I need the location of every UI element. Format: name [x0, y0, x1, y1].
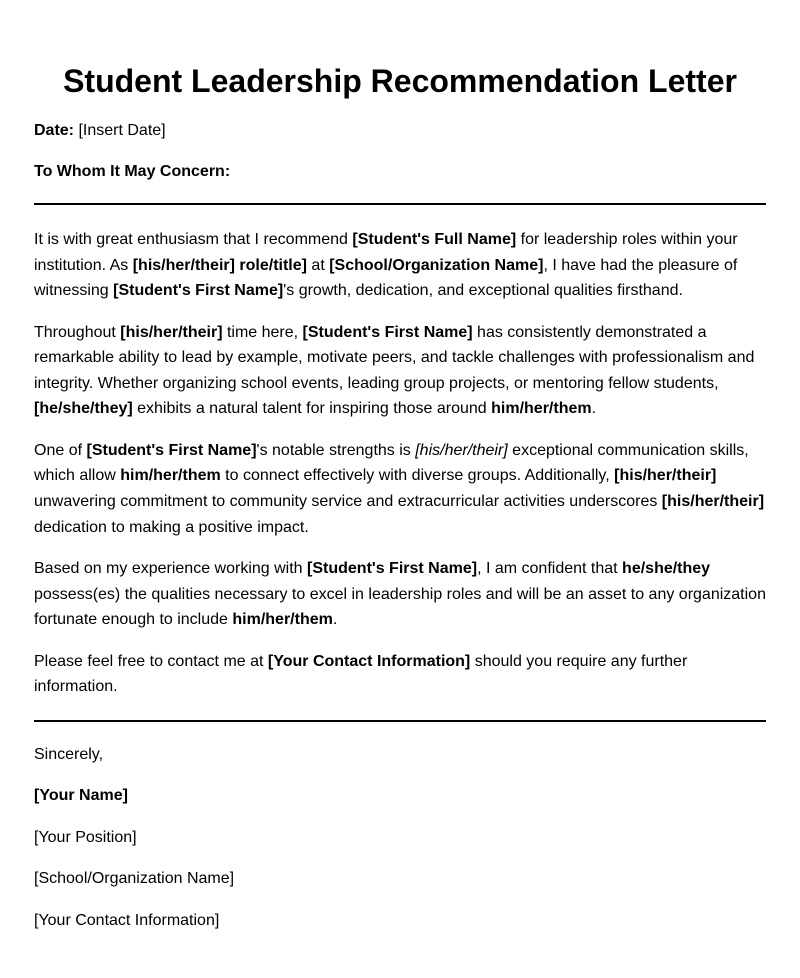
- bottom-divider: [34, 720, 766, 722]
- signer-organization: [School/Organization Name]: [34, 870, 235, 888]
- text-run: dedication to making a positive impact.: [34, 518, 309, 536]
- text-run: .: [591, 400, 597, 418]
- text-run: 's notable strengths is: [256, 441, 416, 459]
- text-run: time here,: [222, 323, 303, 341]
- text-run: possess(es) the qualities necessary to excel in leadership roles and will be an asset to any organization fortunate enough to include: [34, 585, 766, 629]
- placeholder-student-first-name: [Student's First Name]: [307, 559, 478, 577]
- text-run: unwavering commitment to community service and extracurricular activities underscores: [34, 492, 662, 510]
- placeholder-pronoun-subject: he/she/they: [622, 559, 711, 577]
- text-run: 's growth, dedication, and exceptional qualities firsthand.: [283, 282, 683, 300]
- placeholder-pronoun-subject: [he/she/they]: [34, 400, 133, 418]
- placeholder-pronoun-object: him/her/them: [120, 467, 221, 485]
- paragraph-confidence: [34, 556, 766, 633]
- signer-position: [Your Position]: [34, 828, 137, 846]
- text-run: to connect effectively with diverse groups. Additionally,: [220, 467, 615, 485]
- text-run: has consistently demonstrated a remarkable ability to lead by example, motivate peers, and tackle challenges with professionalism and integrity. Whether organizing school events, leading group projects, or mentoring fellow students,: [34, 323, 755, 392]
- placeholder-role-title: [his/her/their] role/title]: [132, 256, 307, 274]
- placeholder-pronoun-possessive: [his/her/their]: [415, 441, 508, 459]
- placeholder-pronoun-object: him/her/them: [491, 400, 592, 418]
- paragraph-contact: [34, 649, 766, 700]
- valediction: Sincerely,: [34, 745, 104, 763]
- text-run: exhibits a natural talent for inspiring those around: [132, 400, 492, 418]
- date-label: Date:: [34, 122, 75, 139]
- date-value: [Insert Date]: [78, 122, 166, 139]
- paragraph-introduction: [34, 227, 766, 304]
- placeholder-pronoun-possessive: [his/her/their]: [120, 323, 223, 341]
- signer-name: [34, 786, 766, 806]
- text-run: for leadership roles within your institution. As: [34, 231, 738, 274]
- text-run: Based on my experience working with: [34, 559, 308, 577]
- text-run: , I have had the pleasure of witnessing: [34, 256, 738, 300]
- placeholder-pronoun-possessive: [his/her/their]: [614, 467, 717, 485]
- letter-body: [34, 227, 766, 700]
- text-run: , I am confident that: [477, 559, 623, 577]
- signature-block: [34, 745, 766, 931]
- text-run: exceptional communication skills, which allow: [34, 441, 749, 485]
- placeholder-student-first-name: [Student's First Name]: [302, 323, 473, 341]
- placeholder-pronoun-object: him/her/them: [232, 611, 333, 629]
- text-run: at: [306, 256, 330, 274]
- text-run: should you require any further information.: [34, 652, 688, 696]
- signer-name-text: [Your Name]: [34, 787, 128, 805]
- salutation: To Whom It May Concern:: [34, 163, 231, 180]
- placeholder-student-full-name: [Student's Full Name]: [352, 231, 517, 248]
- placeholder-organization-name: [School/Organization Name]: [329, 256, 544, 274]
- top-divider: [34, 203, 766, 205]
- date-line: [34, 121, 766, 141]
- text-run: It is with great enthusiasm that I recommend: [34, 231, 353, 248]
- placeholder-contact-information: [Your Contact Information]: [267, 652, 471, 670]
- letter-title: Student Leadership Recommendation Letter: [63, 63, 737, 99]
- signer-contact: [Your Contact Information]: [34, 911, 220, 929]
- placeholder-pronoun-possessive: [his/her/their]: [661, 492, 765, 510]
- placeholder-student-first-name: [Student's First Name]: [86, 441, 257, 459]
- text-run: One of: [34, 441, 87, 459]
- paragraph-strengths: [34, 438, 766, 540]
- text-run: Throughout: [34, 323, 121, 341]
- paragraph-leadership: [34, 320, 766, 422]
- text-run: Please feel free to contact me at: [34, 652, 268, 670]
- placeholder-student-first-name: [Student's First Name]: [113, 282, 284, 300]
- text-run: .: [332, 611, 338, 629]
